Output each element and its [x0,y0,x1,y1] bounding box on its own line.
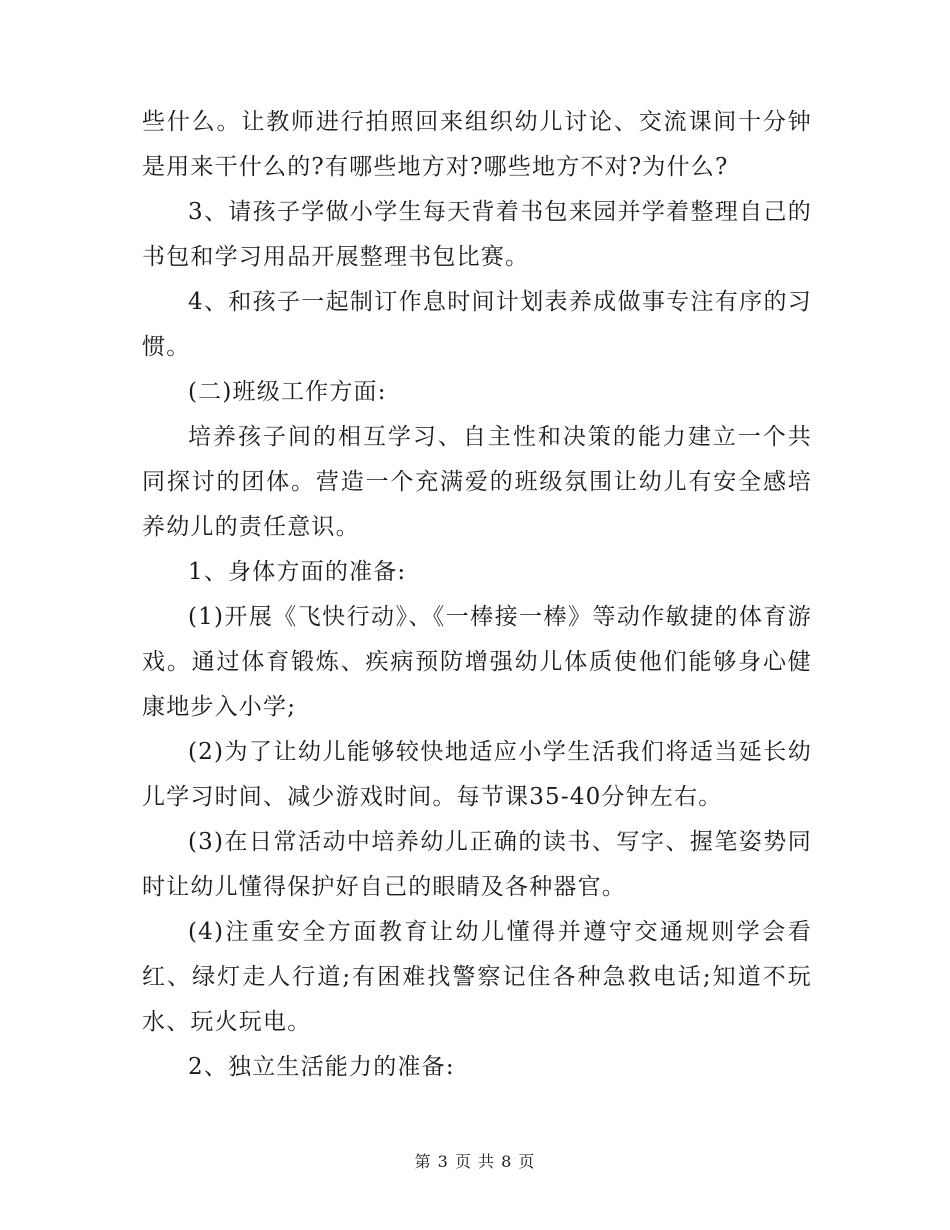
document-body [142,100,812,1090]
paragraph-10: (4)注重安全方面教育让幼儿懂得并遵守交通规则学会看红、绿灯走人行道;有困难找警察记住各种急救电话;知道不玩水、玩火玩电。 [142,919,812,1035]
paragraph-8: (2)为了让幼儿能够较快地适应小学生活我们将适当延长幼儿学习时间、减少游戏时间。每节课35-40分钟左右。 [142,739,812,810]
paragraph-9: (3)在日常活动中培养幼儿正确的读书、写字、握笔姿势同时让幼儿懂得保护好自己的眼睛及各种器官。 [142,829,812,900]
page-number-footer: 第 3 页 共 8 页 [414,1152,536,1171]
section-heading-class-work: (二)班级工作方面: [188,379,387,405]
paragraph-2: 3、请孩子学做小学生每天背着书包来园并学着整理自己的书包和学习用品开展整理书包比赛。 [142,199,812,270]
paragraph-5: 培养孩子间的相互学习、自主性和决策的能力建立一个共同探讨的团体。营造一个充满爱的班级氛围让幼儿有安全感培养幼儿的责任意识。 [142,424,812,540]
paragraph-7: (1)开展《飞快行动》、《一棒接一棒》等动作敏捷的体育游戏。通过体育锻炼、疾病预防增强幼儿体质使他们能够身心健康地步入小学; [142,604,812,720]
paragraph-3: 4、和孩子一起制订作息时间计划表养成做事专注有序的习惯。 [142,289,812,360]
subheading-physical-preparation: 1、身体方面的准备: [188,559,407,585]
subheading-independent-living: 2、独立生活能力的准备: [188,1054,455,1080]
paragraph-1: 些什么。让教师进行拍照回来组织幼儿讨论、交流课间十分钟是用来干什么的?有哪些地方对?哪些地方不对?为什么? [142,109,812,180]
